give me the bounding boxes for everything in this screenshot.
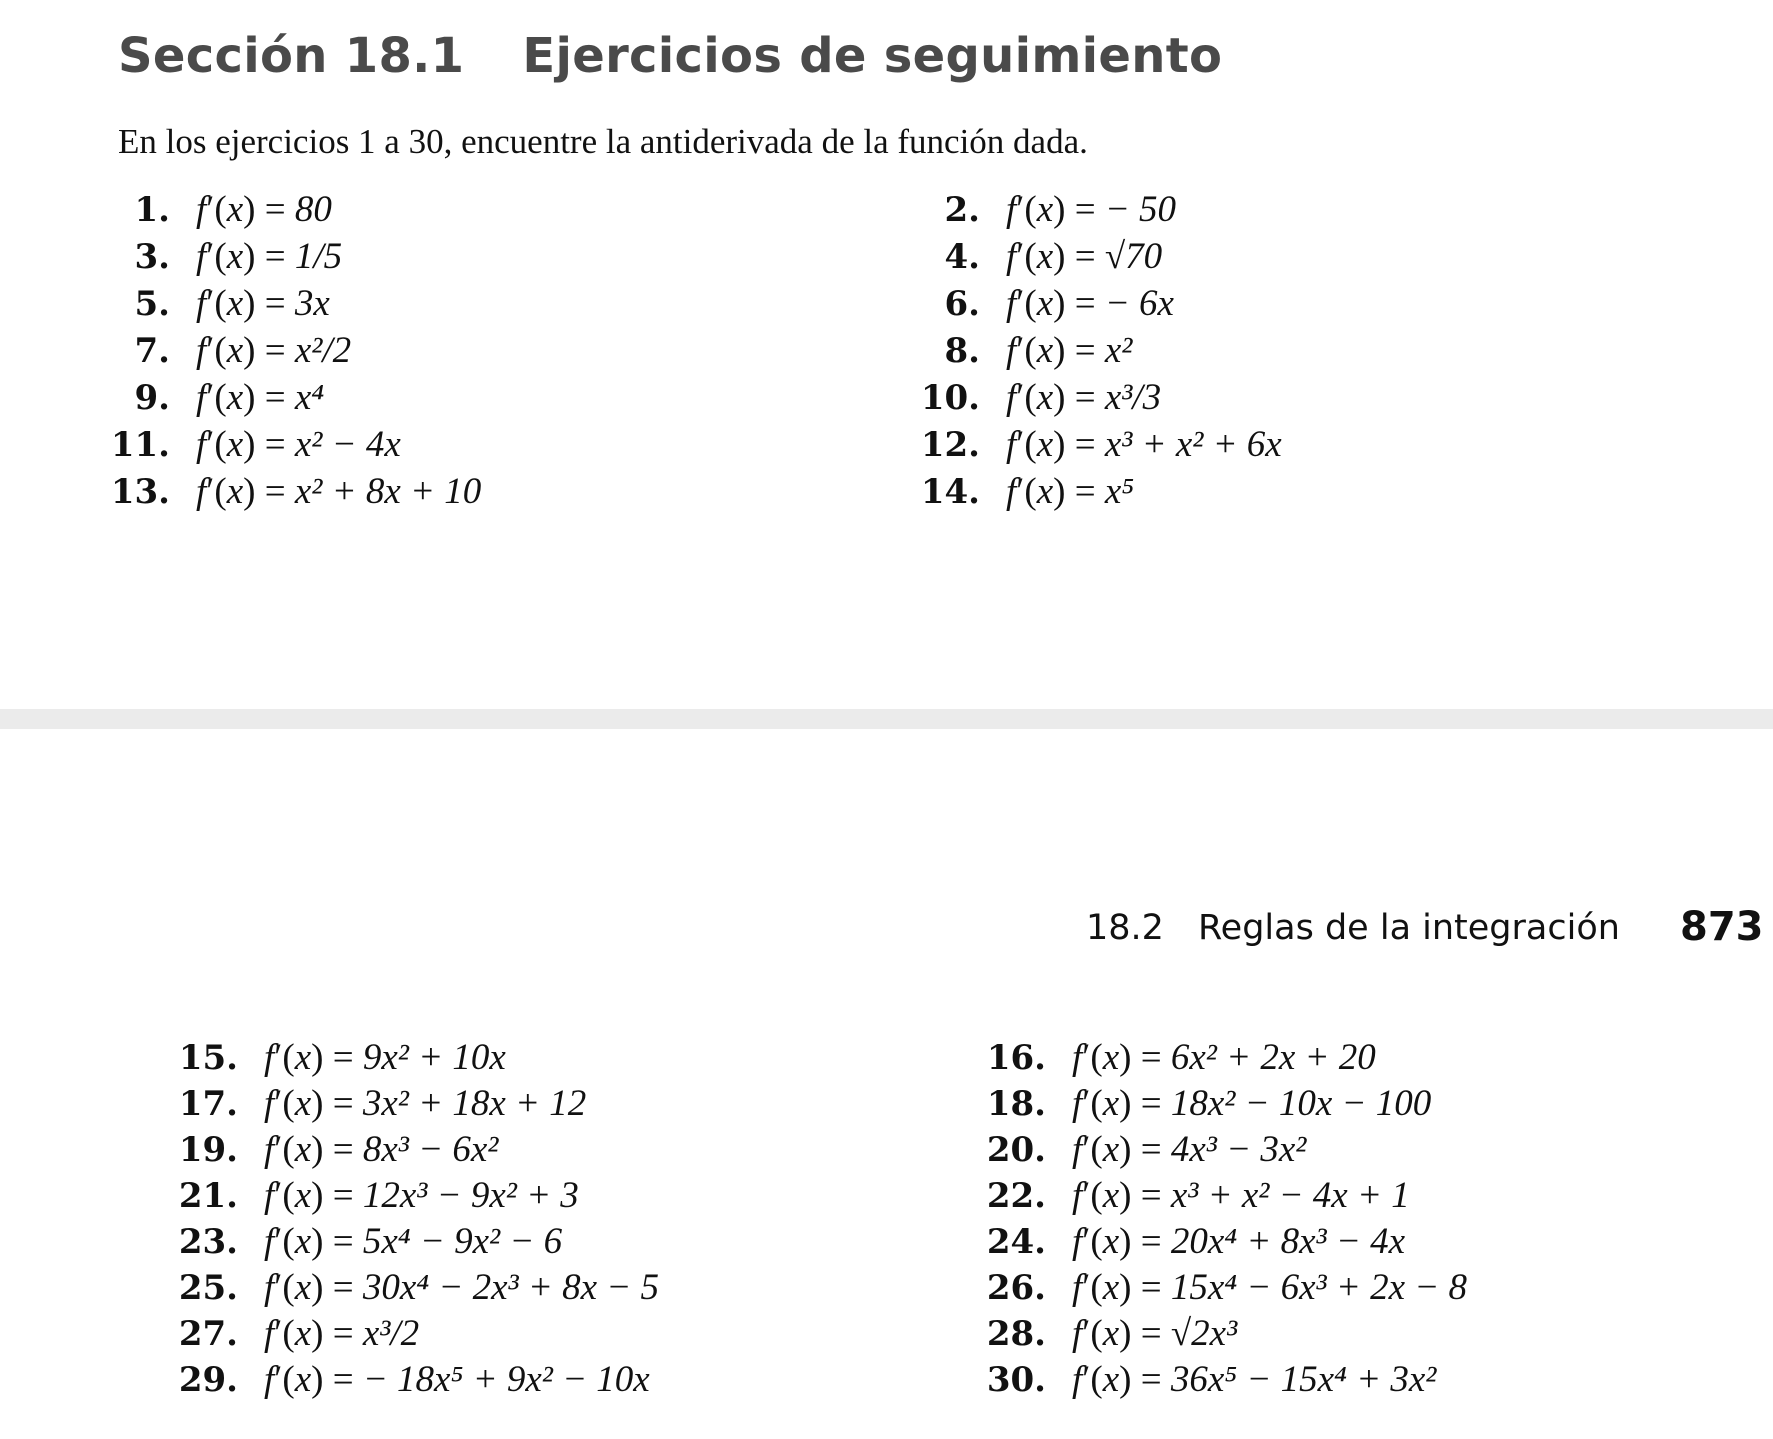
- exercise-formula: [264, 1220, 562, 1263]
- formula-rhs: x⁴: [294, 377, 325, 418]
- formula-rhs: 15x⁴ − 6x³ + 2x − 8: [1170, 1267, 1467, 1308]
- exercise-number: 14.: [920, 472, 980, 512]
- formula-rhs: x² − 4x: [294, 424, 401, 465]
- formula-rhs: 20x⁴ + 8x³ − 4x: [1170, 1221, 1406, 1262]
- exercise-number: 27.: [178, 1314, 238, 1354]
- exercise-item: [90, 282, 330, 328]
- exercise-number: 20.: [986, 1130, 1046, 1170]
- exercise-formula: [1006, 423, 1282, 466]
- formula-rhs: x³ + x² − 4x + 1: [1170, 1175, 1410, 1216]
- exercise-number: 12.: [920, 425, 980, 465]
- formula-lhs: f′(x) =: [196, 377, 295, 418]
- formula-lhs: f′(x) =: [264, 1267, 363, 1308]
- formula-rhs: − 18x⁵ + 9x² − 10x: [362, 1359, 650, 1400]
- formula-rhs: 36x⁵ − 15x⁴ + 3x²: [1170, 1359, 1437, 1400]
- exercise-formula: [1072, 1082, 1431, 1125]
- formula-rhs: x³/3: [1104, 377, 1162, 418]
- formula-rhs: x²/2: [294, 330, 352, 371]
- formula-rhs: 12x³ − 9x² + 3: [362, 1175, 579, 1216]
- formula-lhs: f′(x) =: [196, 283, 295, 324]
- formula-lhs: f′(x) =: [1072, 1129, 1171, 1170]
- exercise-item: [90, 188, 332, 234]
- exercise-item: [158, 1128, 498, 1174]
- exercise-formula: [196, 376, 324, 419]
- exercise-formula: [264, 1128, 498, 1171]
- exercise-item: [90, 329, 351, 375]
- exercise-formula: [1072, 1312, 1237, 1355]
- exercise-item: [158, 1220, 562, 1266]
- exercise-item: [966, 1128, 1306, 1174]
- exercise-number: 29.: [178, 1360, 238, 1400]
- formula-rhs: 3x² + 18x + 12: [362, 1083, 587, 1124]
- formula-rhs: 6x² + 2x + 20: [1170, 1037, 1376, 1078]
- formula-lhs: f′(x) =: [1072, 1037, 1171, 1078]
- formula-rhs: − 50: [1104, 189, 1177, 230]
- exercise-formula: [196, 188, 332, 231]
- exercise-formula: [1006, 188, 1176, 231]
- formula-lhs: f′(x) =: [264, 1359, 363, 1400]
- exercise-number: 21.: [178, 1176, 238, 1216]
- exercise-formula: [1006, 329, 1132, 372]
- exercise-item: [158, 1266, 659, 1312]
- exercise-number: 8.: [944, 331, 980, 371]
- exercise-item: [158, 1174, 579, 1220]
- formula-lhs: f′(x) =: [1006, 471, 1105, 512]
- exercise-item: [900, 329, 1132, 375]
- exercise-item: [900, 188, 1176, 234]
- page-top: [0, 0, 1773, 708]
- exercise-number: 1.: [134, 190, 170, 230]
- exercise-formula: [264, 1358, 650, 1401]
- section-number: Sección 18.1: [118, 28, 465, 84]
- exercise-item: [966, 1174, 1410, 1220]
- exercise-formula: [1006, 235, 1162, 278]
- exercise-item: [158, 1312, 419, 1358]
- formula-lhs: f′(x) =: [1072, 1313, 1171, 1354]
- formula-rhs: 1/5: [294, 236, 343, 277]
- exercise-formula: [264, 1266, 659, 1309]
- formula-rhs: x² + 8x + 10: [294, 471, 482, 512]
- exercise-item: [966, 1312, 1237, 1358]
- formula-rhs: x²: [1104, 330, 1133, 371]
- exercise-formula: [196, 423, 401, 466]
- exercise-number: 17.: [178, 1084, 238, 1124]
- exercise-formula: [1072, 1174, 1410, 1217]
- formula-rhs: √2x³: [1170, 1313, 1238, 1354]
- exercise-item: [966, 1082, 1431, 1128]
- exercise-number: 10.: [920, 378, 980, 418]
- formula-lhs: f′(x) =: [264, 1083, 363, 1124]
- exercise-number: 28.: [986, 1314, 1046, 1354]
- formula-rhs: x⁵: [1104, 471, 1135, 512]
- formula-rhs: 5x⁴ − 9x² − 6: [362, 1221, 563, 1262]
- exercise-item: [900, 376, 1161, 422]
- exercise-formula: [1072, 1358, 1436, 1401]
- formula-rhs: 3x: [294, 283, 330, 324]
- exercise-item: [90, 470, 481, 516]
- formula-lhs: f′(x) =: [1072, 1221, 1171, 1262]
- exercise-item: [90, 423, 401, 469]
- section-title-text: Ejercicios de seguimiento: [522, 28, 1223, 84]
- formula-lhs: f′(x) =: [1006, 424, 1105, 465]
- formula-lhs: f′(x) =: [196, 330, 295, 371]
- exercise-number: 13.: [110, 472, 170, 512]
- exercise-number: 22.: [986, 1176, 1046, 1216]
- exercise-item: [900, 470, 1134, 516]
- exercise-number: 11.: [110, 425, 170, 465]
- exercise-number: 18.: [986, 1084, 1046, 1124]
- exercise-item: [158, 1036, 506, 1082]
- exercise-item: [158, 1082, 586, 1128]
- formula-lhs: f′(x) =: [264, 1313, 363, 1354]
- exercise-number: 26.: [986, 1268, 1046, 1308]
- formula-lhs: f′(x) =: [264, 1175, 363, 1216]
- exercise-item: [90, 376, 324, 422]
- formula-lhs: f′(x) =: [264, 1037, 363, 1078]
- formula-rhs: x³/2: [362, 1313, 420, 1354]
- formula-lhs: f′(x) =: [1072, 1175, 1171, 1216]
- page-divider: [0, 709, 1773, 729]
- exercise-item: [900, 235, 1162, 281]
- exercise-formula: [264, 1174, 579, 1217]
- exercise-item: [900, 282, 1174, 328]
- exercise-number: 25.: [178, 1268, 238, 1308]
- formula-rhs: √70: [1104, 236, 1163, 277]
- exercise-formula: [1072, 1266, 1467, 1309]
- exercise-item: [966, 1266, 1467, 1312]
- exercise-item: [966, 1358, 1436, 1404]
- exercise-formula: [196, 329, 351, 372]
- page-number: 873: [1680, 904, 1764, 950]
- exercise-number: 7.: [134, 331, 170, 371]
- formula-rhs: x³ + x² + 6x: [1104, 424, 1282, 465]
- formula-lhs: f′(x) =: [264, 1221, 363, 1262]
- formula-lhs: f′(x) =: [1006, 377, 1105, 418]
- exercise-formula: [1072, 1036, 1376, 1079]
- exercise-number: 30.: [986, 1360, 1046, 1400]
- exercise-number: 19.: [178, 1130, 238, 1170]
- exercise-number: 3.: [134, 237, 170, 277]
- exercise-number: 6.: [944, 284, 980, 324]
- exercise-item: [966, 1036, 1376, 1082]
- formula-lhs: f′(x) =: [1006, 330, 1105, 371]
- formula-rhs: 9x² + 10x: [362, 1037, 506, 1078]
- formula-rhs: − 6x: [1104, 283, 1174, 324]
- exercise-number: 16.: [986, 1038, 1046, 1078]
- exercise-number: 5.: [134, 284, 170, 324]
- formula-lhs: f′(x) =: [196, 189, 295, 230]
- exercise-number: 23.: [178, 1222, 238, 1262]
- formula-lhs: f′(x) =: [1006, 283, 1105, 324]
- exercise-item: [90, 235, 342, 281]
- formula-lhs: f′(x) =: [1072, 1359, 1171, 1400]
- formula-lhs: f′(x) =: [1072, 1267, 1171, 1308]
- exercise-formula: [1072, 1128, 1306, 1171]
- formula-lhs: f′(x) =: [264, 1129, 363, 1170]
- exercise-item: [158, 1358, 650, 1404]
- exercise-item: [966, 1220, 1405, 1266]
- section-title: [118, 28, 1222, 84]
- exercise-formula: [1006, 282, 1174, 325]
- exercise-number: 24.: [986, 1222, 1046, 1262]
- exercise-formula: [196, 470, 481, 513]
- exercise-number: 4.: [944, 237, 980, 277]
- formula-rhs: 30x⁴ − 2x³ + 8x − 5: [362, 1267, 659, 1308]
- exercise-number: 9.: [134, 378, 170, 418]
- exercise-formula: [1072, 1220, 1405, 1263]
- formula-lhs: f′(x) =: [196, 424, 295, 465]
- running-head-number: 18.2: [1086, 908, 1164, 948]
- formula-lhs: f′(x) =: [196, 471, 295, 512]
- exercise-formula: [1006, 376, 1161, 419]
- exercise-formula: [196, 235, 342, 278]
- exercise-formula: [196, 282, 330, 325]
- formula-rhs: 80: [294, 189, 332, 230]
- exercise-item: [900, 423, 1282, 469]
- formula-lhs: f′(x) =: [1072, 1083, 1171, 1124]
- formula-lhs: f′(x) =: [196, 236, 295, 277]
- exercise-formula: [264, 1036, 506, 1079]
- exercise-number: 15.: [178, 1038, 238, 1078]
- running-head: [1086, 908, 1620, 948]
- formula-rhs: 8x³ − 6x²: [362, 1129, 499, 1170]
- exercise-formula: [1006, 470, 1134, 513]
- formula-rhs: 4x³ − 3x²: [1170, 1129, 1307, 1170]
- instructions: En los ejercicios 1 a 30, encuentre la antiderivada de la función dada.: [118, 122, 1088, 161]
- running-head-title: Reglas de la integración: [1197, 908, 1620, 948]
- exercise-formula: [264, 1312, 419, 1355]
- formula-rhs: 18x² − 10x − 100: [1170, 1083, 1432, 1124]
- formula-lhs: f′(x) =: [1006, 236, 1105, 277]
- formula-lhs: f′(x) =: [1006, 189, 1105, 230]
- exercise-number: 2.: [944, 190, 980, 230]
- exercise-formula: [264, 1082, 586, 1125]
